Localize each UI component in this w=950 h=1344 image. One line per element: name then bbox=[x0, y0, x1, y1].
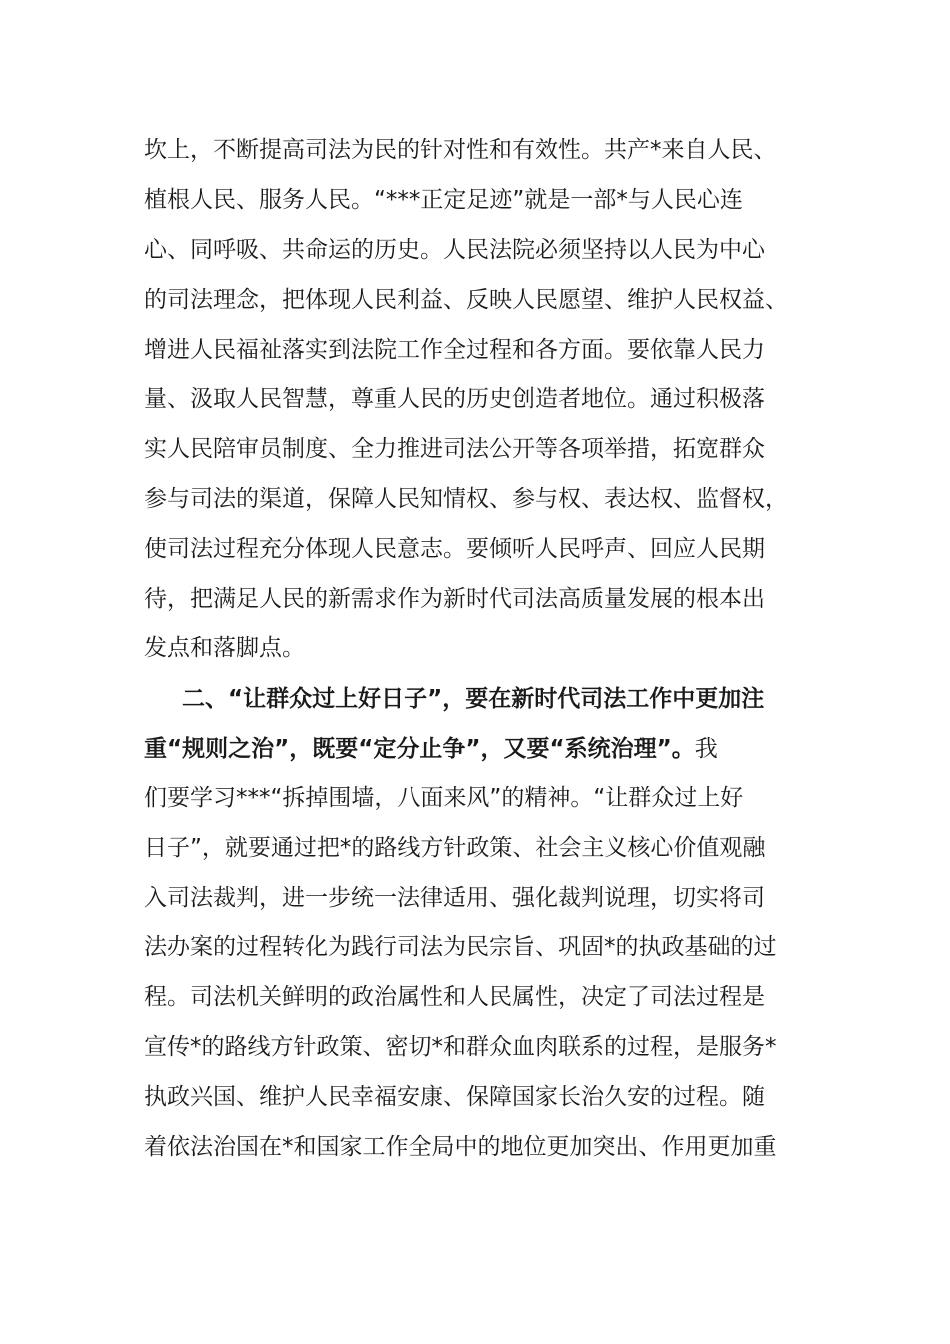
section-heading-line: 重“规则之治”，既要“定分止争”，又要“系统治理”。 bbox=[144, 736, 695, 762]
text-line: 心、同呼吸、共命运的历史。人民法院必须坚持以人民为中心 bbox=[144, 237, 765, 263]
text-line: 执政兴国、维护人民幸福安康、保障国家长治久安的过程。随 bbox=[144, 1084, 765, 1110]
section-heading-line: 二、“让群众过上好日子”，要在新时代司法工作中更加注 bbox=[182, 686, 765, 712]
text-fragment: 我 bbox=[694, 736, 718, 762]
text-line: 增进人民福祉落实到法院工作全过程和各方面。要依靠人民力 bbox=[144, 337, 765, 363]
text-line: 日子”，就要通过把*的路线方针政策、社会主义核心价值观融 bbox=[144, 835, 766, 861]
text-line: 发点和落脚点。 bbox=[144, 635, 305, 661]
text-line: 宣传*的路线方针政策、密切*和群众血肉联系的过程，是服务* bbox=[144, 1034, 777, 1060]
text-line: 的司法理念，把体现人民利益、反映人民愿望、维护人民权益、 bbox=[144, 287, 788, 313]
text-line: 使司法过程充分体现人民意志。要倾听人民呼声、回应人民期 bbox=[144, 536, 765, 562]
text-line: 着依法治国在*和国家工作全局中的地位更加突出、作用更加重 bbox=[144, 1134, 777, 1160]
text-line: 植根人民、服务人民。“***正定足迹”就是一部*与人民心连 bbox=[144, 187, 743, 213]
text-line: 实人民陪审员制度、全力推进司法公开等各项举措，拓宽群众 bbox=[144, 436, 765, 462]
text-line: 程。司法机关鲜明的政治属性和人民属性，决定了司法过程是 bbox=[144, 984, 765, 1010]
text-line bbox=[144, 732, 718, 766]
text-line: 量、汲取人民智慧，尊重人民的历史创造者地位。通过积极落 bbox=[144, 386, 765, 412]
text-line: 坎上，不断提高司法为民的针对性和有效性。共产*来自人民、 bbox=[144, 137, 777, 163]
text-line: 参与司法的渠道，保障人民知情权、参与权、表达权、监督权， bbox=[144, 486, 788, 512]
text-line: 待，把满足人民的新需求作为新时代司法高质量发展的根本出 bbox=[144, 586, 765, 612]
text-line: 们要学习***“拆掉围墙，八面来风”的精神。“让群众过上好 bbox=[144, 785, 744, 811]
text-line: 法办案的过程转化为践行司法为民宗旨、巩固*的执政基础的过 bbox=[144, 934, 777, 960]
text-line: 入司法裁判，进一步统一法律适用、强化裁判说理，切实将司 bbox=[144, 885, 765, 911]
